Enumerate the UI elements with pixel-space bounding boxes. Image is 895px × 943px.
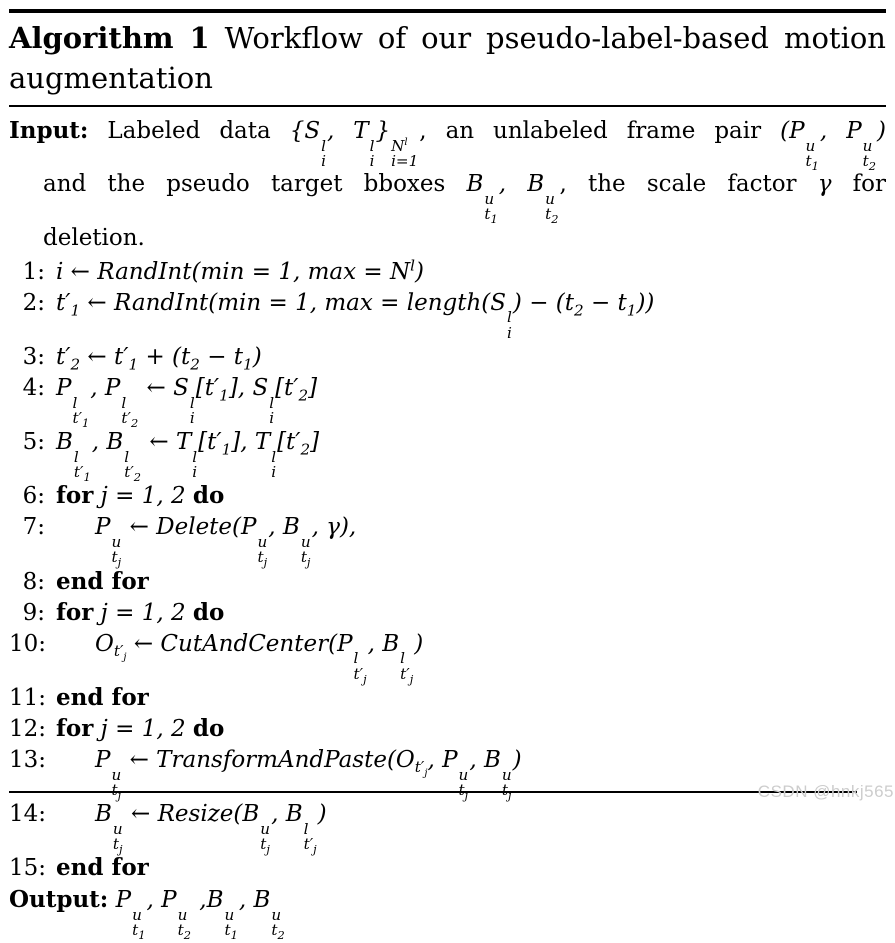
calligraphic-symbol: P	[241, 514, 257, 541]
line-code	[56, 481, 224, 511]
sup-sub-stack: l i	[369, 136, 375, 171]
calligraphic-symbol: S	[252, 374, 269, 401]
line-number: 5:	[22, 429, 45, 456]
watermark: CSDN @hnkj565	[757, 782, 894, 801]
keyword: end for	[56, 854, 149, 882]
calligraphic-symbol: B	[56, 429, 73, 456]
line-number: 10:	[9, 630, 47, 657]
algo-line-5	[9, 427, 886, 485]
calligraphic-symbol: B	[206, 887, 224, 914]
line-code	[56, 342, 262, 372]
calligraphic-symbol: B	[285, 801, 303, 828]
line-number: 3:	[22, 343, 45, 370]
line-code	[56, 512, 357, 570]
math-expression: i ← RandInt(min = 1, $\max = N^l$)	[56, 255, 424, 285]
math-expression: B u $t_1$ , B u $t_2$	[466, 171, 559, 227]
calligraphic-symbol: S	[490, 289, 507, 316]
line-number: 13:	[9, 746, 47, 773]
sup-sub-stack: u $t_j$	[111, 765, 122, 802]
calligraphic-symbol: P	[104, 374, 121, 401]
algorithm-title-line-2: augmentation	[9, 61, 213, 95]
sup-sub-stack: l $t'_j$	[303, 820, 317, 857]
keyword: do	[192, 482, 225, 510]
sup-sub-stack: l i	[189, 393, 195, 427]
sup-sub-stack: l $t'_2$	[121, 393, 139, 430]
title-separator-rule	[9, 105, 886, 107]
sup-sub-stack: u $t_j$	[458, 765, 469, 802]
algorithm-figure	[0, 9, 895, 943]
sup-sub-stack: u $t_2$	[545, 190, 559, 227]
calligraphic-symbol: O	[95, 630, 114, 657]
line-number: 9:	[22, 599, 45, 626]
keyword: Algorithm 1	[9, 21, 210, 55]
line-number: 2:	[22, 289, 45, 316]
calligraphic-symbol: P	[442, 746, 458, 773]
sup-sub-stack: u $t_j$	[111, 533, 122, 570]
line-code	[56, 629, 424, 686]
line-code	[56, 288, 654, 341]
keyword: do	[192, 714, 225, 742]
line-code	[56, 373, 318, 430]
algo-line-2	[9, 288, 886, 341]
sup-sub-stack: l i	[321, 136, 326, 171]
calligraphic-symbol: T	[254, 429, 271, 456]
algo-line-4	[9, 373, 886, 430]
line-code	[56, 853, 149, 883]
calligraphic-symbol: B	[242, 801, 260, 828]
line-code	[56, 799, 327, 857]
sup-sub-stack: u $t_j$	[257, 533, 268, 570]
calligraphic-symbol: P	[161, 887, 177, 914]
line-number: 15:	[9, 855, 47, 882]
calligraphic-symbol: P	[846, 118, 862, 144]
calligraphic-symbol: T	[353, 118, 369, 144]
keyword: Output:	[9, 886, 109, 914]
calligraphic-symbol: B	[527, 171, 545, 198]
input-line-1: Input: Labeled data {S l i , T l i } $N^l$ i=1 , an unlabeled frame pair (P u $t_1$ , P u $t_2$ )	[9, 117, 887, 174]
calligraphic-symbol: P	[56, 374, 72, 401]
line-number: 4:	[22, 374, 45, 401]
top-rule	[9, 9, 886, 13]
line-code	[56, 683, 149, 713]
algo-line-6	[9, 481, 886, 511]
sup-sub-stack: u $t_2$	[862, 136, 877, 174]
keyword: for	[56, 598, 94, 626]
algo-line-9	[9, 598, 886, 628]
sup-sub-stack: u $t_1$	[224, 906, 238, 943]
line-code	[56, 427, 320, 485]
sup-sub-stack: l $t'_2$	[124, 447, 142, 485]
math-expression: (P u $t_1$ , P u $t_2$ )	[780, 118, 887, 174]
line-number: 1:	[22, 258, 45, 285]
math-expression: $O_{t'_j}$ ← CutAndCenter(P l $t'_j$ , B l $t'_j$ )	[95, 630, 424, 686]
sup-sub-stack: l i	[271, 447, 277, 482]
algo-line-7	[9, 512, 886, 570]
algo-line-11	[9, 683, 886, 713]
sup-sub-stack: u $t_1$	[132, 906, 146, 943]
calligraphic-symbol: P	[337, 630, 353, 657]
calligraphic-symbol: P	[95, 514, 111, 541]
math-expression: γ	[817, 171, 832, 198]
calligraphic-symbol: S	[173, 374, 189, 401]
line-number: 6:	[22, 483, 45, 510]
math-expression: B l $t'_1$ , B l $t'_2$ ← T l i $[t'_1]$, T l i $[t'_2]$	[56, 429, 320, 485]
output-line	[9, 885, 886, 943]
math-expression: P l $t'_1$ , P l $t'_2$ ← S l i $[t'_1]$, S l i $[t'_2]$	[56, 374, 318, 430]
line-number: 11:	[9, 684, 47, 711]
sup-sub-stack: u $t_j$	[112, 820, 123, 857]
math-expression: P u $t_j$ ← Delete(P u $t_j$ , B u $t_j$ , γ),	[95, 514, 357, 570]
algo-line-1	[9, 257, 886, 287]
sup-sub-stack: l i	[507, 308, 512, 342]
calligraphic-symbol: B	[483, 746, 501, 773]
sup-sub-stack: u $t_2$	[271, 906, 285, 943]
algo-line-14	[9, 799, 886, 857]
calligraphic-symbol: P	[95, 746, 111, 773]
line-number: 14:	[9, 801, 47, 828]
line-code	[56, 567, 149, 597]
sup-sub-stack: u $t_1$	[484, 190, 498, 227]
math-expression: P u $t_1$ , P u $t_2$ ,B u $t_1$ , B u $t_2$	[115, 887, 285, 943]
algorithm-body	[9, 257, 886, 884]
calligraphic-symbol: O	[395, 746, 415, 773]
math-expression: B u $t_j$ ← Resize(B u $t_j$ , B l $t'_j$ )	[95, 801, 327, 857]
input-line-2: and the pseudo target bboxes B u $t_1$ , B u $t_2$ , the scale factor γ for	[43, 171, 887, 227]
sup-sub-stack: l $t'_j$	[353, 649, 367, 686]
math-expression: $t'_1$ ← RandInt(min = 1, max = length(S l i ) − $(t_2 - t_1)$)	[56, 289, 655, 342]
calligraphic-symbol: B	[106, 429, 124, 456]
calligraphic-symbol: B	[382, 630, 400, 657]
keyword: for	[56, 714, 94, 742]
line-code	[56, 714, 224, 744]
calligraphic-symbol: B	[95, 801, 112, 828]
calligraphic-symbol: P	[115, 887, 132, 914]
calligraphic-symbol: B	[282, 514, 300, 541]
algo-line-8	[9, 567, 886, 597]
math-expression: $t'_2$ ← $t'_1 + (t_2 - t_1)$	[56, 343, 262, 374]
algo-line-3	[9, 342, 886, 372]
line-number: 7:	[22, 514, 45, 541]
sup-sub-stack: u $t_j$	[260, 820, 271, 857]
calligraphic-symbol: B	[466, 171, 484, 198]
sup-sub-stack: u $t_2$	[177, 906, 191, 943]
bottom-rule	[9, 791, 857, 793]
calligraphic-symbol: P	[789, 118, 805, 144]
algo-line-12	[9, 714, 886, 744]
algo-line-10	[9, 629, 886, 686]
math-expression: P u $t_j$ ← $TransformAndPaste(O_{t'_j}$, P u $t_j$ , B u $t_j$ )	[95, 746, 522, 802]
algo-line-15	[9, 853, 886, 883]
calligraphic-symbol: T	[175, 429, 192, 456]
sup-sub-stack: u $t_j$	[300, 533, 311, 570]
math-expression: j = 1, 2	[100, 483, 186, 510]
line-code	[56, 598, 224, 628]
line-number: 12:	[9, 715, 47, 742]
calligraphic-symbol: B	[253, 887, 271, 914]
math-expression: j = 1, 2	[100, 715, 186, 742]
line-number: 8:	[22, 568, 45, 595]
sup-sub-stack: l i	[269, 393, 275, 427]
algorithm-title-line-1: Algorithm 1 Workflow of our pseudo-label-based motion	[9, 21, 886, 55]
keyword: end for	[56, 683, 149, 711]
sup-sub-stack: u $t_1$	[805, 136, 819, 174]
keyword: for	[56, 482, 94, 510]
sup-sub-stack: l i	[192, 447, 198, 482]
sup-sub-stack: $N^l$ i=1	[391, 136, 419, 171]
line-code	[56, 257, 424, 287]
input-block	[9, 115, 886, 254]
keyword: end for	[56, 567, 149, 595]
sup-sub-stack: l $t'_1$	[72, 393, 90, 430]
math-expression: j = 1, 2	[100, 599, 186, 626]
keyword: Input:	[9, 117, 89, 144]
calligraphic-symbol: S	[304, 118, 321, 144]
sup-sub-stack: u $t_j$	[501, 765, 512, 802]
math-expression: {S l i , T l i } $N^l$ i=1	[289, 118, 419, 171]
input-line-3: deletion.	[43, 224, 145, 251]
keyword: do	[192, 598, 225, 626]
sup-sub-stack: l $t'_j$	[400, 649, 414, 686]
algorithm-title	[9, 18, 886, 98]
sup-sub-stack: l $t'_1$	[73, 447, 91, 485]
